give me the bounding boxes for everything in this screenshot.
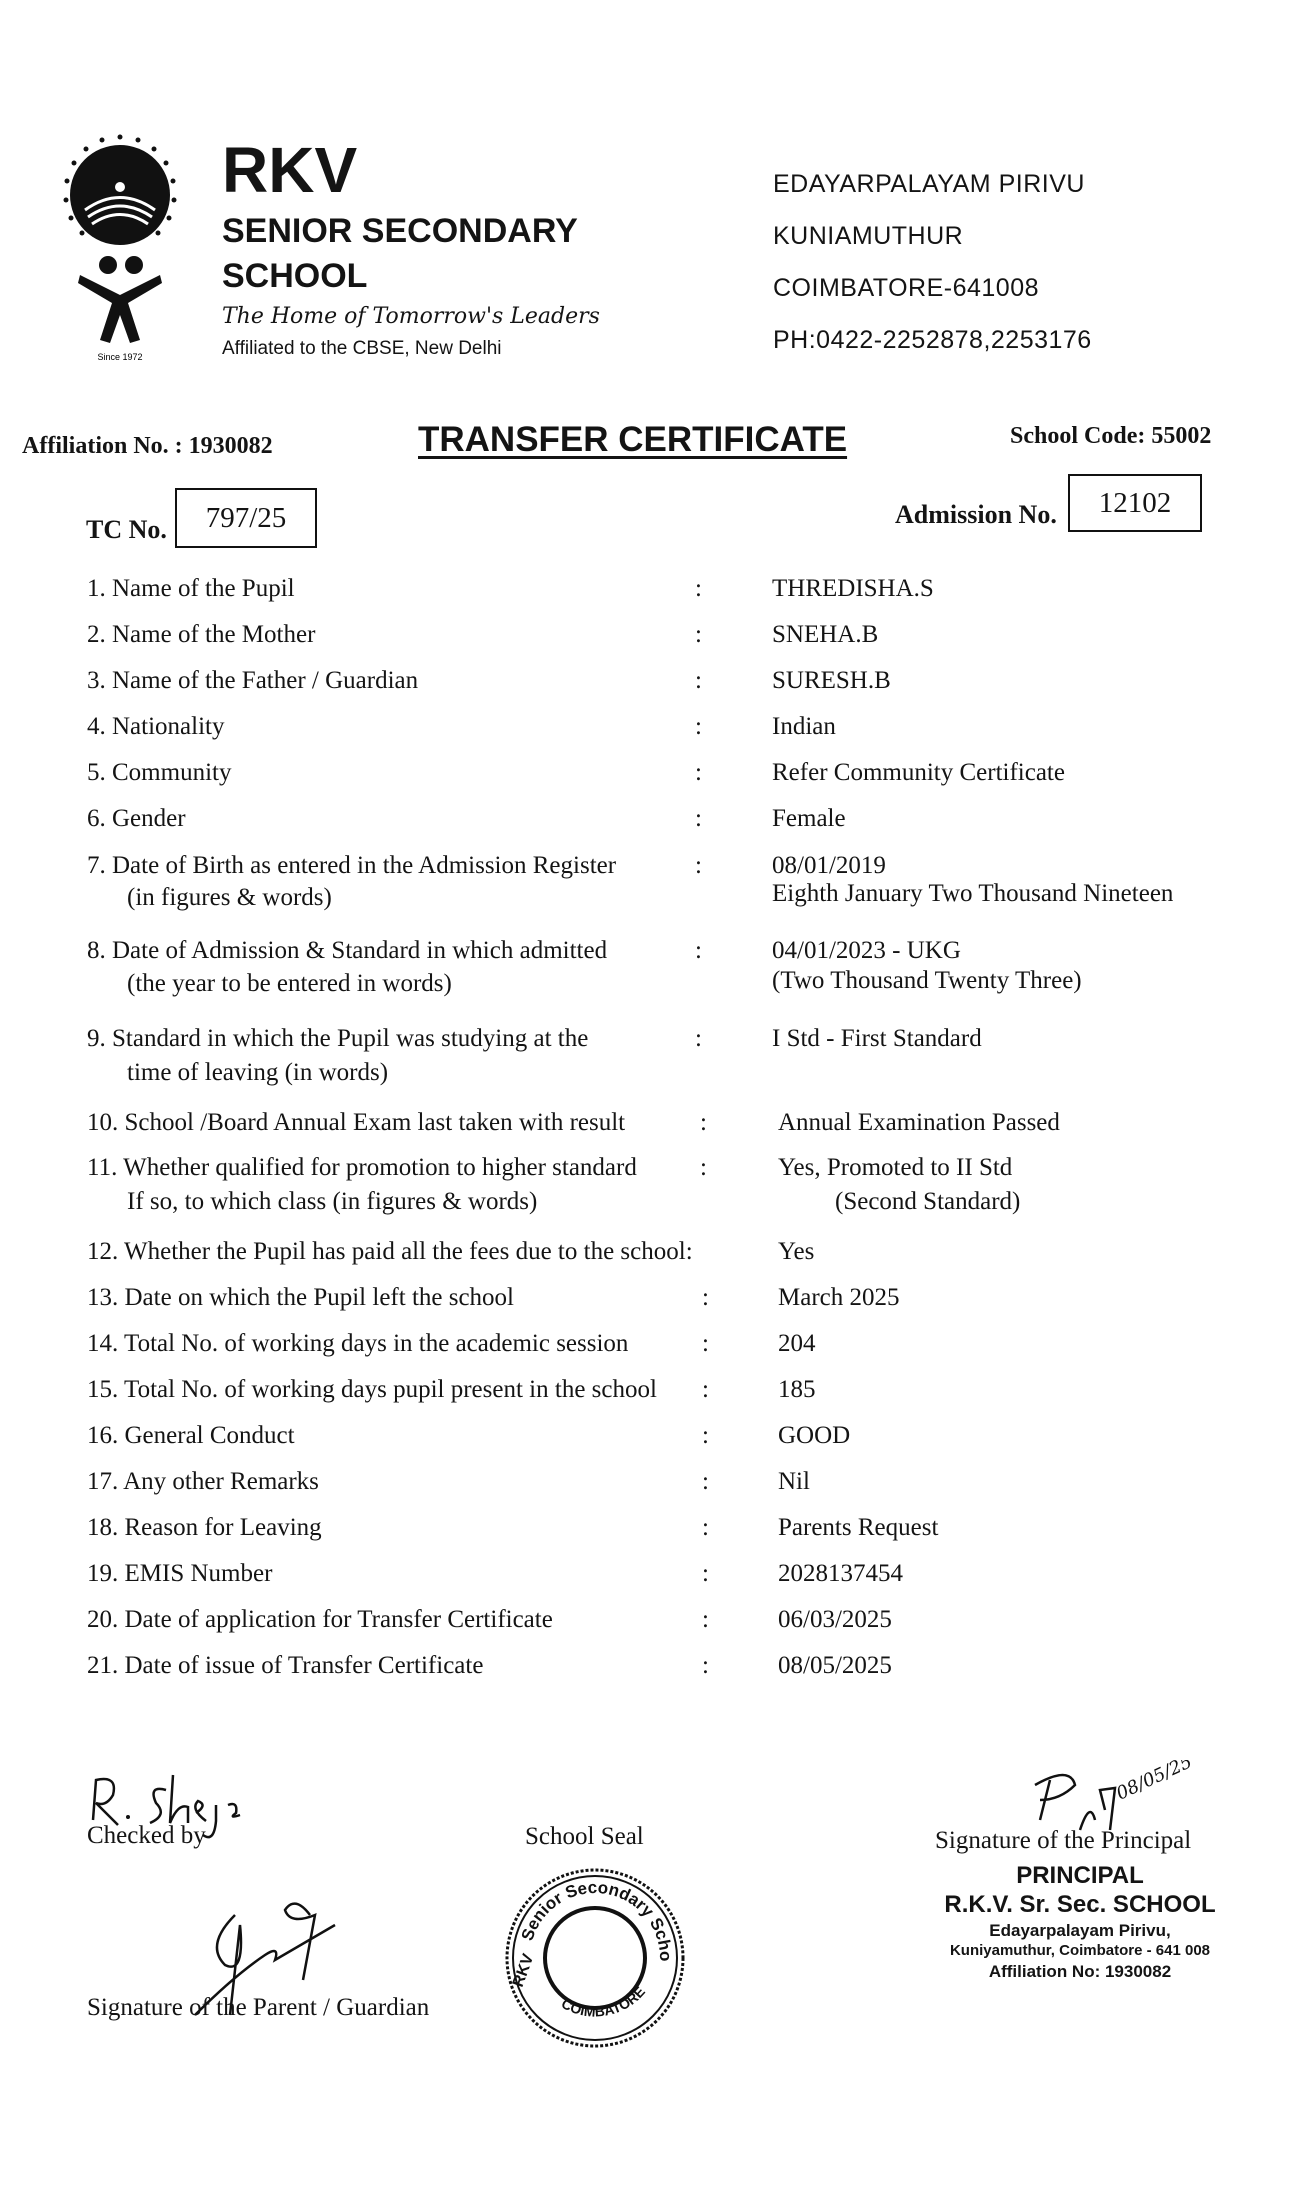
field-colon: : bbox=[695, 575, 702, 602]
seal-text-top: Senior Secondary Scho bbox=[517, 1877, 676, 1962]
field-label: 17. Any other Remarks bbox=[87, 1468, 319, 1495]
field-colon: : bbox=[702, 1468, 709, 1495]
field-row-8 bbox=[0, 934, 1291, 1004]
document-title: TRANSFER CERTIFICATE bbox=[418, 420, 848, 459]
field-label-line2: (in figures & words) bbox=[127, 884, 332, 911]
field-label-line2: If so, to which class (in figures & words) bbox=[127, 1188, 538, 1215]
field-colon: : bbox=[702, 1606, 709, 1633]
field-label: 12. Whether the Pupil has paid all the fees due to the school: bbox=[87, 1238, 693, 1265]
field-value: Annual Examination Passed bbox=[778, 1109, 1060, 1136]
field-value: 2028137454 bbox=[778, 1560, 903, 1587]
principal-signature-label: Signature of the Principal bbox=[935, 1827, 1192, 1854]
field-label-line2: time of leaving (in words) bbox=[127, 1059, 389, 1086]
field-label: 5. Community bbox=[87, 759, 232, 786]
field-value: I Std - First Standard bbox=[772, 1025, 982, 1052]
school-name-line3: SCHOOL bbox=[222, 257, 368, 295]
field-label: 1. Name of the Pupil bbox=[87, 575, 295, 602]
field-colon: : bbox=[695, 937, 702, 964]
affiliation-number: Affiliation No. : 1930082 bbox=[22, 433, 273, 459]
field-label: 7. Date of Birth as entered in the Admission Register bbox=[87, 852, 617, 879]
admission-no-label: Admission No. bbox=[895, 500, 1057, 529]
field-colon: : bbox=[695, 1025, 702, 1052]
field-label: 3. Name of the Father / Guardian bbox=[87, 667, 419, 694]
field-value-line2: (Two Thousand Twenty Three) bbox=[772, 967, 1082, 994]
field-colon: : bbox=[702, 1330, 709, 1357]
tc-no-box bbox=[175, 488, 317, 548]
field-value: SNEHA.B bbox=[772, 621, 879, 648]
admission-no-box bbox=[1068, 474, 1202, 532]
field-value: 04/01/2023 - UKG bbox=[772, 937, 961, 964]
principal-date-scrawl: 08/05/25 bbox=[1113, 1760, 1196, 1805]
field-value: 204 bbox=[778, 1330, 816, 1357]
field-value: Parents Request bbox=[778, 1514, 939, 1541]
field-value: 08/01/2019 bbox=[772, 852, 886, 879]
field-label: 13. Date on which the Pupil left the school bbox=[87, 1284, 515, 1311]
principal-stamp bbox=[900, 1862, 1260, 1982]
field-colon: : bbox=[695, 759, 702, 786]
address-line-2: KUNIAMUTHUR bbox=[773, 222, 964, 250]
school-name-line2: SENIOR SECONDARY bbox=[222, 212, 578, 250]
stamp-address-1: Edayarpalayam Pirivu, bbox=[989, 1921, 1171, 1940]
field-label: 19. EMIS Number bbox=[87, 1560, 273, 1587]
field-value: Yes bbox=[778, 1238, 815, 1265]
tc-no-value: 797/25 bbox=[205, 501, 287, 534]
field-colon: : bbox=[700, 1154, 707, 1181]
field-colon: : bbox=[702, 1422, 709, 1449]
field-label: 20. Date of application for Transfer Certificate bbox=[87, 1606, 553, 1633]
field-value: SURESH.B bbox=[772, 667, 891, 694]
field-row-11 bbox=[0, 1151, 1291, 1221]
field-colon: : bbox=[695, 667, 702, 694]
field-value-line2: Eighth January Two Thousand Nineteen bbox=[772, 880, 1174, 907]
field-label: 10. School /Board Annual Exam last taken with result bbox=[87, 1109, 626, 1136]
field-label: 16. General Conduct bbox=[87, 1422, 295, 1449]
field-colon: : bbox=[695, 852, 702, 879]
seal-text-left: RKV bbox=[509, 1951, 538, 1990]
field-colon: : bbox=[702, 1514, 709, 1541]
field-label-line2: (the year to be entered in words) bbox=[127, 970, 452, 997]
field-label: 9. Standard in which the Pupil was studying at the bbox=[87, 1025, 589, 1052]
field-row-7 bbox=[0, 849, 1291, 919]
field-value: Refer Community Certificate bbox=[772, 759, 1065, 786]
seal-text-bottom: COIMBATORE bbox=[558, 1983, 649, 2020]
checked-by-label: Checked by bbox=[87, 1822, 206, 1849]
school-tagline: The Home of Tomorrow's Leaders bbox=[222, 304, 600, 329]
field-label: 18. Reason for Leaving bbox=[87, 1514, 322, 1541]
logo-emblem-icon bbox=[50, 125, 190, 365]
field-colon: : bbox=[702, 1560, 709, 1587]
field-label: 11. Whether qualified for promotion to higher standard bbox=[87, 1154, 637, 1181]
stamp-title: PRINCIPAL bbox=[1016, 1862, 1144, 1889]
field-colon: : bbox=[695, 805, 702, 832]
school-code: School Code: 55002 bbox=[1010, 423, 1212, 449]
field-colon: : bbox=[695, 621, 702, 648]
address-line-1: EDAYARPALAYAM PIRIVU bbox=[773, 170, 1085, 198]
field-label: 4. Nationality bbox=[87, 713, 225, 740]
field-value: 08/05/2025 bbox=[778, 1652, 892, 1679]
stamp-address-2: Kuniyamuthur, Coimbatore - 641 008 bbox=[949, 1942, 1211, 1959]
school-seal-label: School Seal bbox=[525, 1823, 644, 1850]
stamp-affiliation: Affiliation No: 1930082 bbox=[988, 1962, 1172, 1981]
since-label: Since 1972 bbox=[97, 352, 143, 362]
school-affiliation: Affiliated to the CBSE, New Delhi bbox=[222, 338, 502, 359]
school-seal-stamp bbox=[500, 1863, 690, 2053]
address-line-3: COIMBATORE-641008 bbox=[773, 274, 1040, 302]
parent-signature-label: Signature of the Parent / Guardian bbox=[87, 1994, 430, 2021]
field-value-line2: (Second Standard) bbox=[835, 1188, 1021, 1215]
school-name-rkv: RKV bbox=[222, 134, 358, 206]
field-value: Indian bbox=[772, 713, 836, 740]
field-value: GOOD bbox=[778, 1422, 851, 1449]
tc-no-label: TC No. bbox=[86, 515, 167, 544]
school-logo bbox=[50, 125, 190, 365]
field-value: 185 bbox=[778, 1376, 816, 1403]
field-value: Female bbox=[772, 805, 846, 832]
stamp-school: R.K.V. Sr. Sec. SCHOOL bbox=[944, 1891, 1216, 1918]
field-value: Nil bbox=[778, 1468, 810, 1495]
field-colon: : bbox=[702, 1284, 709, 1311]
admission-no-value: 12102 bbox=[1098, 486, 1172, 519]
field-value: March 2025 bbox=[778, 1284, 900, 1311]
field-label: 2. Name of the Mother bbox=[87, 621, 316, 648]
field-row-9 bbox=[0, 1022, 1291, 1092]
field-label: 14. Total No. of working days in the academic session bbox=[87, 1330, 629, 1357]
field-value: THREDISHA.S bbox=[772, 575, 934, 602]
address-phone: PH:0422-2252878,2253176 bbox=[773, 326, 1092, 354]
field-colon: : bbox=[695, 713, 702, 740]
field-label: 15. Total No. of working days pupil present in the school bbox=[87, 1376, 657, 1403]
field-value: 06/03/2025 bbox=[778, 1606, 892, 1633]
field-colon: : bbox=[700, 1109, 707, 1136]
field-colon: : bbox=[702, 1376, 709, 1403]
field-label: 8. Date of Admission & Standard in which admitted bbox=[87, 937, 608, 964]
field-label: 6. Gender bbox=[87, 805, 186, 832]
field-colon: : bbox=[702, 1652, 709, 1679]
field-label: 21. Date of issue of Transfer Certificate bbox=[87, 1652, 484, 1679]
field-value: Yes, Promoted to II Std bbox=[778, 1154, 1013, 1181]
